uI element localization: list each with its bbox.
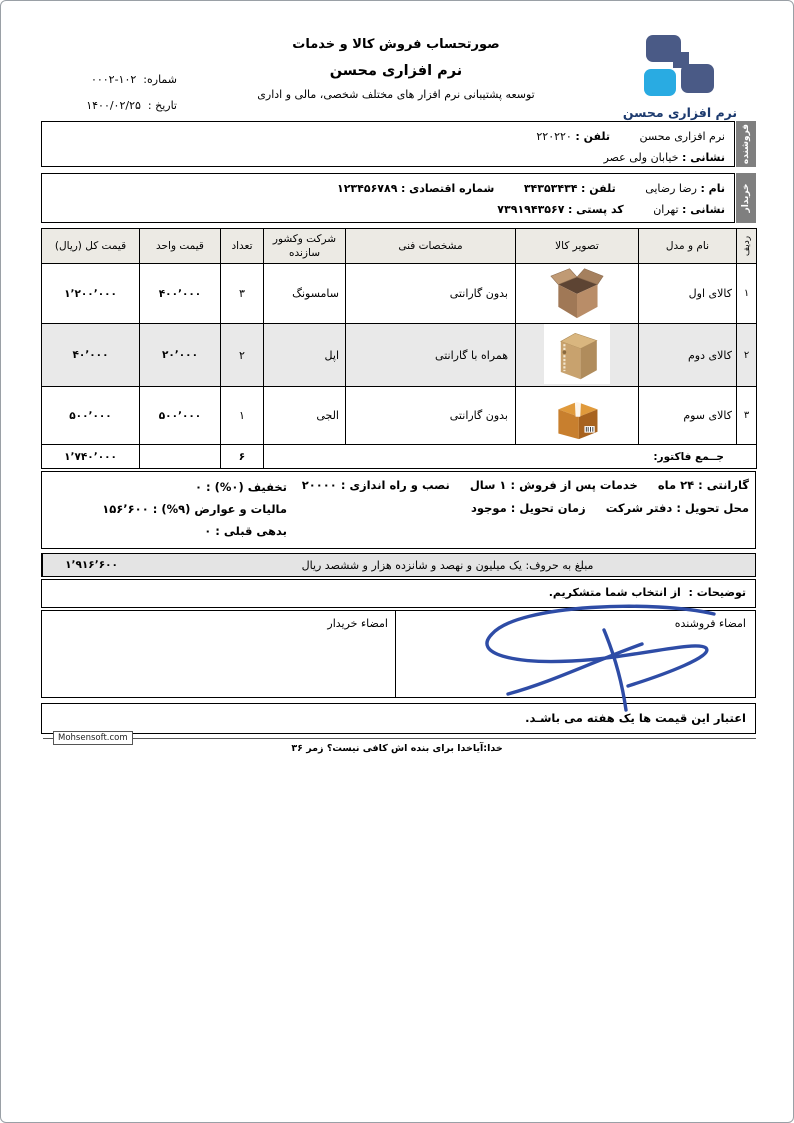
glowing-cardboard-box-icon	[549, 387, 605, 441]
invoice-sum-row	[42, 445, 757, 469]
buyer-phone-value: ۳۴۳۵۳۴۳۴	[523, 182, 578, 195]
product-name: کالای دوم	[639, 324, 737, 387]
after-sale-item: خدمات پس از فروش : ۱ سال	[469, 478, 638, 492]
seller-address-value: خیابان ولی عصر	[603, 151, 679, 164]
product-name: کالای سوم	[639, 387, 737, 445]
notes-text: از انتخاب شما متشکریم.	[548, 586, 681, 599]
buyer-phone-label: تلفن :	[581, 182, 616, 195]
footer-divider	[43, 738, 756, 739]
items-table	[41, 228, 757, 469]
amount-in-words-row	[41, 553, 756, 577]
amount-words-text: یک میلیون و نهصد و شانزده هزار و ششصد ریال	[301, 558, 522, 572]
amount-total-value: ۱٬۹۱۶٬۶۰۰	[42, 554, 140, 576]
invoice-date	[19, 93, 177, 119]
delivery-place-item: محل تحویل : دفتر شرکت	[605, 501, 749, 515]
product-unit-price: ۴۰۰٬۰۰۰	[140, 264, 221, 324]
buyer-postal-label: کد پستی :	[567, 203, 624, 216]
header-unit-price: قیمت واحد	[140, 229, 221, 264]
invoice-number-value: ۰۰۰۲-۱۰۲	[90, 73, 137, 86]
product-qty: ۲	[221, 324, 264, 387]
header-maker: شرکت وکشور سازنده	[264, 229, 346, 264]
row-number: ۱	[737, 264, 757, 324]
header-specs: مشخصات فنی	[346, 229, 516, 264]
buyer-postal-value: ۷۳۹۱۹۴۳۵۶۷	[497, 203, 565, 216]
company-logo	[606, 29, 754, 120]
buyer-line2	[51, 199, 725, 220]
buyer-box	[41, 173, 735, 223]
discount-line: تخفیف ⁦(%۰)⁩ : ۰	[195, 480, 287, 494]
table-row	[42, 324, 757, 387]
seller-signature-label: امضاء فروشنده	[674, 617, 746, 630]
notes-row	[41, 579, 756, 608]
product-image-cell	[516, 324, 639, 387]
seller-box	[41, 121, 735, 167]
product-specs: همراه با گارانتی	[346, 324, 516, 387]
footer-verse: خدا:آیاخدا برای بنده اش کافی نیست؟ زمر ۳۶	[291, 743, 503, 754]
open-cardboard-box-icon	[548, 264, 606, 320]
sum-quantity: ۶	[221, 445, 264, 469]
invoice-date-label: تاریخ :	[147, 99, 177, 112]
product-specs: بدون گارانتی	[346, 264, 516, 324]
invoice-date-value: ۱۴۰۰/۰۲/۲۵	[86, 99, 141, 112]
buyer-signature-cell	[42, 611, 397, 697]
product-maker: سامسونگ	[264, 264, 346, 324]
seller-side-bar	[736, 121, 756, 167]
seller-address-label: نشانی :	[682, 151, 725, 164]
delivery-time-item: زمان تحویل : موجود	[471, 501, 586, 515]
installation-item: نصب و راه اندازی : ۲۰۰۰۰	[301, 478, 450, 492]
invoice-sum-label: جــمع فاکتور:	[264, 445, 757, 469]
signatures-box	[41, 610, 756, 698]
seller-phone-label: تلفن :	[575, 130, 611, 143]
company-name: نرم افزاری محسن	[329, 63, 463, 79]
product-unit-price: ۵۰۰٬۰۰۰	[140, 387, 221, 445]
document-title: صورتحساب فروش کالا و خدمات	[292, 37, 500, 52]
previous-debt-line: بدهی قبلی : ۰	[204, 524, 287, 538]
seller-name: نرم افزاری محسن	[639, 130, 725, 143]
header-row-number: ردیف	[737, 229, 757, 264]
buyer-name-value: رضا رضایی	[645, 182, 697, 195]
guarantee-item: گارانتی : ۲۴ ماه	[657, 478, 749, 492]
product-qty: ۱	[221, 387, 264, 445]
product-image-cell	[516, 387, 639, 445]
buyer-signature-label: امضاء خریدار	[327, 617, 388, 630]
summary-charges-block	[42, 480, 287, 546]
header-product-image: تصویر کالا	[516, 229, 639, 264]
invoice-number-label: شماره:	[143, 73, 177, 86]
sum-total-price: ۱٬۷۴۰٬۰۰۰	[42, 445, 140, 469]
product-specs: بدون گارانتی	[346, 387, 516, 445]
buyer-econ-value: ۱۲۳۴۵۶۷۸۹	[337, 182, 398, 195]
product-maker: اپل	[264, 324, 346, 387]
header-total-price: قیمت کل (ریال)	[42, 229, 140, 264]
delivery-line	[302, 501, 749, 515]
product-total-price: ۱٬۲۰۰٬۰۰۰	[42, 264, 140, 324]
zipped-cardboard-box-icon	[550, 325, 604, 383]
summary-guarantee-block	[302, 478, 749, 524]
invoice-meta	[19, 67, 177, 119]
buyer-side-label: خریدار	[741, 183, 751, 213]
header-name-model: نام و مدل	[639, 229, 737, 264]
document-titles	[186, 37, 606, 101]
website-label: Mohsensoft.com	[53, 731, 133, 745]
buyer-name-label: نام :	[700, 182, 725, 195]
buyer-econ-label: شماره اقتصادی :	[400, 182, 495, 195]
buyer-side-bar	[736, 173, 756, 223]
product-image-cell	[516, 264, 639, 324]
summary-box	[41, 471, 756, 549]
header-qty: تعداد	[221, 229, 264, 264]
product-unit-price: ۲۰٬۰۰۰	[140, 324, 221, 387]
notes-label: توضیحات :	[688, 586, 746, 599]
table-row	[42, 264, 757, 324]
seller-line2	[51, 147, 725, 168]
buyer-address-value: تهران	[653, 203, 679, 216]
buyer-line1	[51, 178, 725, 199]
mohsen-logo-icon	[644, 29, 716, 99]
product-qty: ۳	[221, 264, 264, 324]
amount-in-words	[140, 554, 755, 576]
product-maker: الجی	[264, 387, 346, 445]
seller-phone-value: ۲۲۰۲۲۰	[536, 130, 572, 143]
table-header-row	[42, 229, 757, 264]
guarantee-line	[302, 478, 749, 492]
seller-signature-cell	[395, 611, 755, 697]
seller-side-label: فروشنده	[741, 123, 751, 165]
row-number: ۳	[737, 387, 757, 445]
product-total-price: ۵۰۰٬۰۰۰	[42, 387, 140, 445]
seller-line1	[51, 126, 725, 147]
row-number: ۲	[737, 324, 757, 387]
logo-wordmark: نرم افزاری محسن	[622, 105, 738, 120]
validity-row: اعتبار این قیمت ها یک هفته می باشـد.	[41, 703, 756, 734]
invoice-number	[19, 67, 177, 93]
company-subtitle: توسعه پشتیبانی نرم افزار های مختلف شخصی، مالی و اداری	[257, 88, 535, 101]
amount-words-label: مبلغ به حروف:	[525, 558, 594, 572]
product-name: کالای اول	[639, 264, 737, 324]
buyer-address-label: نشانی :	[682, 203, 725, 216]
product-total-price: ۴۰٬۰۰۰	[42, 324, 140, 387]
tax-line: مالیات و عوارض ⁦(%۹)⁩ : ۱۵۶٬۶۰۰	[102, 502, 287, 516]
sum-unit-empty	[140, 445, 221, 469]
table-row	[42, 387, 757, 445]
